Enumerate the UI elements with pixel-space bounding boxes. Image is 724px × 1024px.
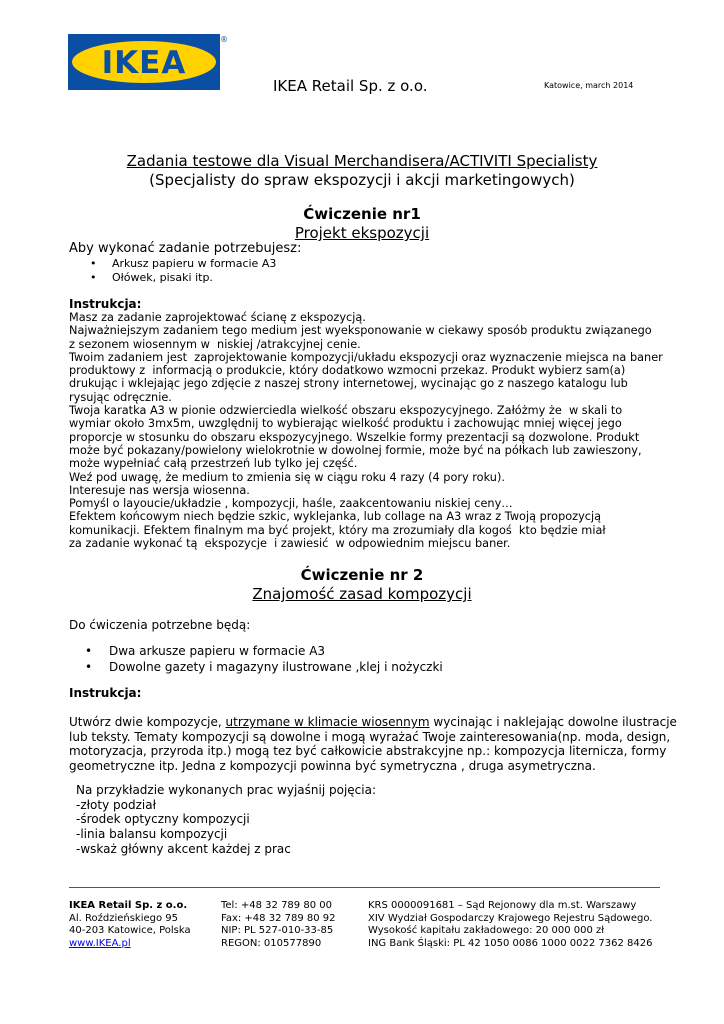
text-line: Twoim zadaniem jest zaprojektowanie kompozycji/układu ekspozycji oraz wyznaczenie miejsca na baner xyxy=(69,350,663,364)
footer-krs: KRS 0000091681 – Sąd Rejonowy dla m.st. Warszawy xyxy=(368,900,637,911)
text-line: motoryzacja, przyroda itp.) mogą tez być całkowicie abstrakcyjne np.: kompozycja liternicza, formy xyxy=(69,744,667,758)
footer-nip: NIP: PL 527-010-33-85 xyxy=(221,925,334,936)
exercise-1-materials-list xyxy=(90,257,276,285)
footer-contact xyxy=(221,900,336,950)
terms-intro: Na przykładzie wykonanych prac wyjaśnij pojęcia: xyxy=(76,783,376,797)
exercise-2-intro: Do ćwiczenia potrzebne będą: xyxy=(69,618,251,632)
exercise-1-instructions xyxy=(69,311,669,550)
footer-company-address xyxy=(69,900,191,950)
text-line: proporcje w stosunku do obszaru ekspozycyjnego. Wszelkie formy prezentacji są dozwolone. Produkt xyxy=(69,430,640,444)
footer-registration xyxy=(368,900,653,950)
text-line: Utwórz dwie kompozycje, utrzymane w klimacie wiosennym wycinając i naklejając dowolne ilustracje xyxy=(69,715,677,729)
text-line: może być pokazany/powielony wielokrotnie w dowolnej formie, może być na półkach lub zawieszony, xyxy=(69,443,642,457)
text-line: produktowy z informacją o produkcie, który dodatkowo wzmocni przekaz. Produkt wybierz sam(a) xyxy=(69,364,626,378)
text-line: Efektem końcowym niech będzie szkic, wyklejanka, lub collage na A3 wraz z Twoją propozycją xyxy=(69,510,602,524)
title-line-2: (Specjalisty do spraw ekspozycji i akcji marketingowych) xyxy=(149,171,575,189)
list-item: -linia balansu kompozycji xyxy=(76,827,228,842)
list-item: -środek optyczny kompozycji xyxy=(76,812,250,827)
footer-fax: Fax: +48 32 789 80 92 xyxy=(221,912,336,924)
exercise-1-heading xyxy=(0,205,724,243)
text-line: Interesuje nas wersja wiosenna. xyxy=(69,483,250,497)
text-line: komunikacji. Efektem finalnym ma być projekt, który ma zrozumiały dla kogoś kto będzie miał xyxy=(69,523,606,537)
exercise-1-intro: Aby wykonać zadanie potrzebujesz: xyxy=(69,241,302,256)
list-item: • Dwa arkusze papieru w formacie A3 xyxy=(85,643,443,659)
list-item: • Dowolne gazety i magazyny ilustrowane ,klej i nożyczki xyxy=(85,659,443,675)
footer-city: 40-203 Katowice, Polska xyxy=(69,925,191,936)
website-link[interactable]: www.IKEA.pl xyxy=(69,937,131,949)
text-line: może wypełniać całą przestrzeń lub tylko jej część. xyxy=(69,457,358,471)
exercise-2-instruction-label: Instrukcja: xyxy=(69,686,142,700)
footer-capital: Wysokość kapitału zakładowego: 20 000 000 zł xyxy=(368,925,605,936)
exercise-2-subtitle: Znajomość zasad kompozycji xyxy=(252,585,472,603)
spring-climate-emphasis: utrzymane w klimacie wiosennym xyxy=(225,715,430,729)
exercise-2-instructions xyxy=(69,715,677,773)
footer-divider xyxy=(69,887,660,888)
text-line: Najważniejszym zadaniem tego medium jest wyeksponowanie w ciekawy sposób produktu związanego xyxy=(69,324,652,338)
footer-bank: ING Bank Śląski: PL 42 1050 0086 1000 0022 7362 8426 xyxy=(368,937,653,949)
footer-court: XIV Wydział Gospodarczy Krajowego Rejestru Sądowego. xyxy=(368,912,653,924)
exercise-2-heading xyxy=(0,566,724,604)
list-item: • Arkusz papieru w formacie A3 xyxy=(90,257,276,271)
exercise-1-number: Ćwiczenie nr1 xyxy=(303,205,421,223)
title-line-1: Zadania testowe dla Visual Merchandisera/ACTIVITI Specialisty xyxy=(126,152,598,170)
ikea-logo xyxy=(68,34,230,90)
footer-company-name: IKEA Retail Sp. z o.o. xyxy=(69,900,188,911)
list-item: -wskaż główny akcent każdej z prac xyxy=(76,841,291,856)
text-line: rysując odręcznie. xyxy=(69,390,172,404)
exercise-2-materials-list xyxy=(85,643,443,675)
exercise-2-number: Ćwiczenie nr 2 xyxy=(300,566,424,584)
text-line: z sezonem wiosennym w niskiej /atrakcyjnej cenie. xyxy=(69,337,361,351)
text-line: lub teksty. Tematy kompozycji są dowolne i mogą wyrażać Twoje zainteresowania(np. moda, design, xyxy=(69,729,671,744)
document-title xyxy=(0,152,724,190)
svg-text:®: ® xyxy=(220,35,228,44)
text-line: Twoja karatka A3 w pionie odzwierciedla wielkość obszaru ekspozycyjnego. Załóżmy że w skali to xyxy=(69,404,623,418)
text-line: Masz za zadanie zaprojektować ścianę z ekspozycją. xyxy=(69,311,366,324)
text-line: geometryczne itp. Jedna z kompozycji powinna być symetryczna , druga asymetryczna. xyxy=(69,758,596,773)
list-item: -złoty podział xyxy=(76,797,156,812)
svg-text:IKEA: IKEA xyxy=(101,45,187,81)
text-line: Weź pod uwagę, że medium to zmienia się w ciągu roku 4 razy (4 pory roku). xyxy=(69,470,505,484)
exercise-2-terms xyxy=(76,783,376,857)
exercise-1-instruction-label: Instrukcja: xyxy=(69,297,142,311)
company-name-header: IKEA Retail Sp. z o.o. xyxy=(273,77,428,95)
text-line: wymiar około 3mx5m, uwzględnij to wybierając wielkość produktu i zachowując mniej więcej jego xyxy=(69,417,622,431)
text-line: za zadanie wykonać tą ekspozycje i zawiesić w odpowiednim miejscu baner. xyxy=(69,537,511,551)
footer-street: Al. Roździeńskiego 95 xyxy=(69,912,179,924)
document-date: Katowice, march 2014 xyxy=(544,81,634,90)
list-item: • Ołówek, pisaki itp. xyxy=(90,271,276,285)
text-line: Pomyśl o layoucie/układzie , kompozycji, haśle, zaakcentowaniu niskiej ceny… xyxy=(69,497,513,511)
text-line: drukując i wklejając jego zdjęcie z naszej strony internetowej, wycinając go z naszego katalogu lub xyxy=(69,377,628,391)
footer-regon: REGON: 010577890 xyxy=(221,937,322,949)
footer-phone: Tel: +48 32 789 80 00 xyxy=(221,900,332,911)
exercise-1-subtitle: Projekt ekspozycji xyxy=(294,224,430,242)
